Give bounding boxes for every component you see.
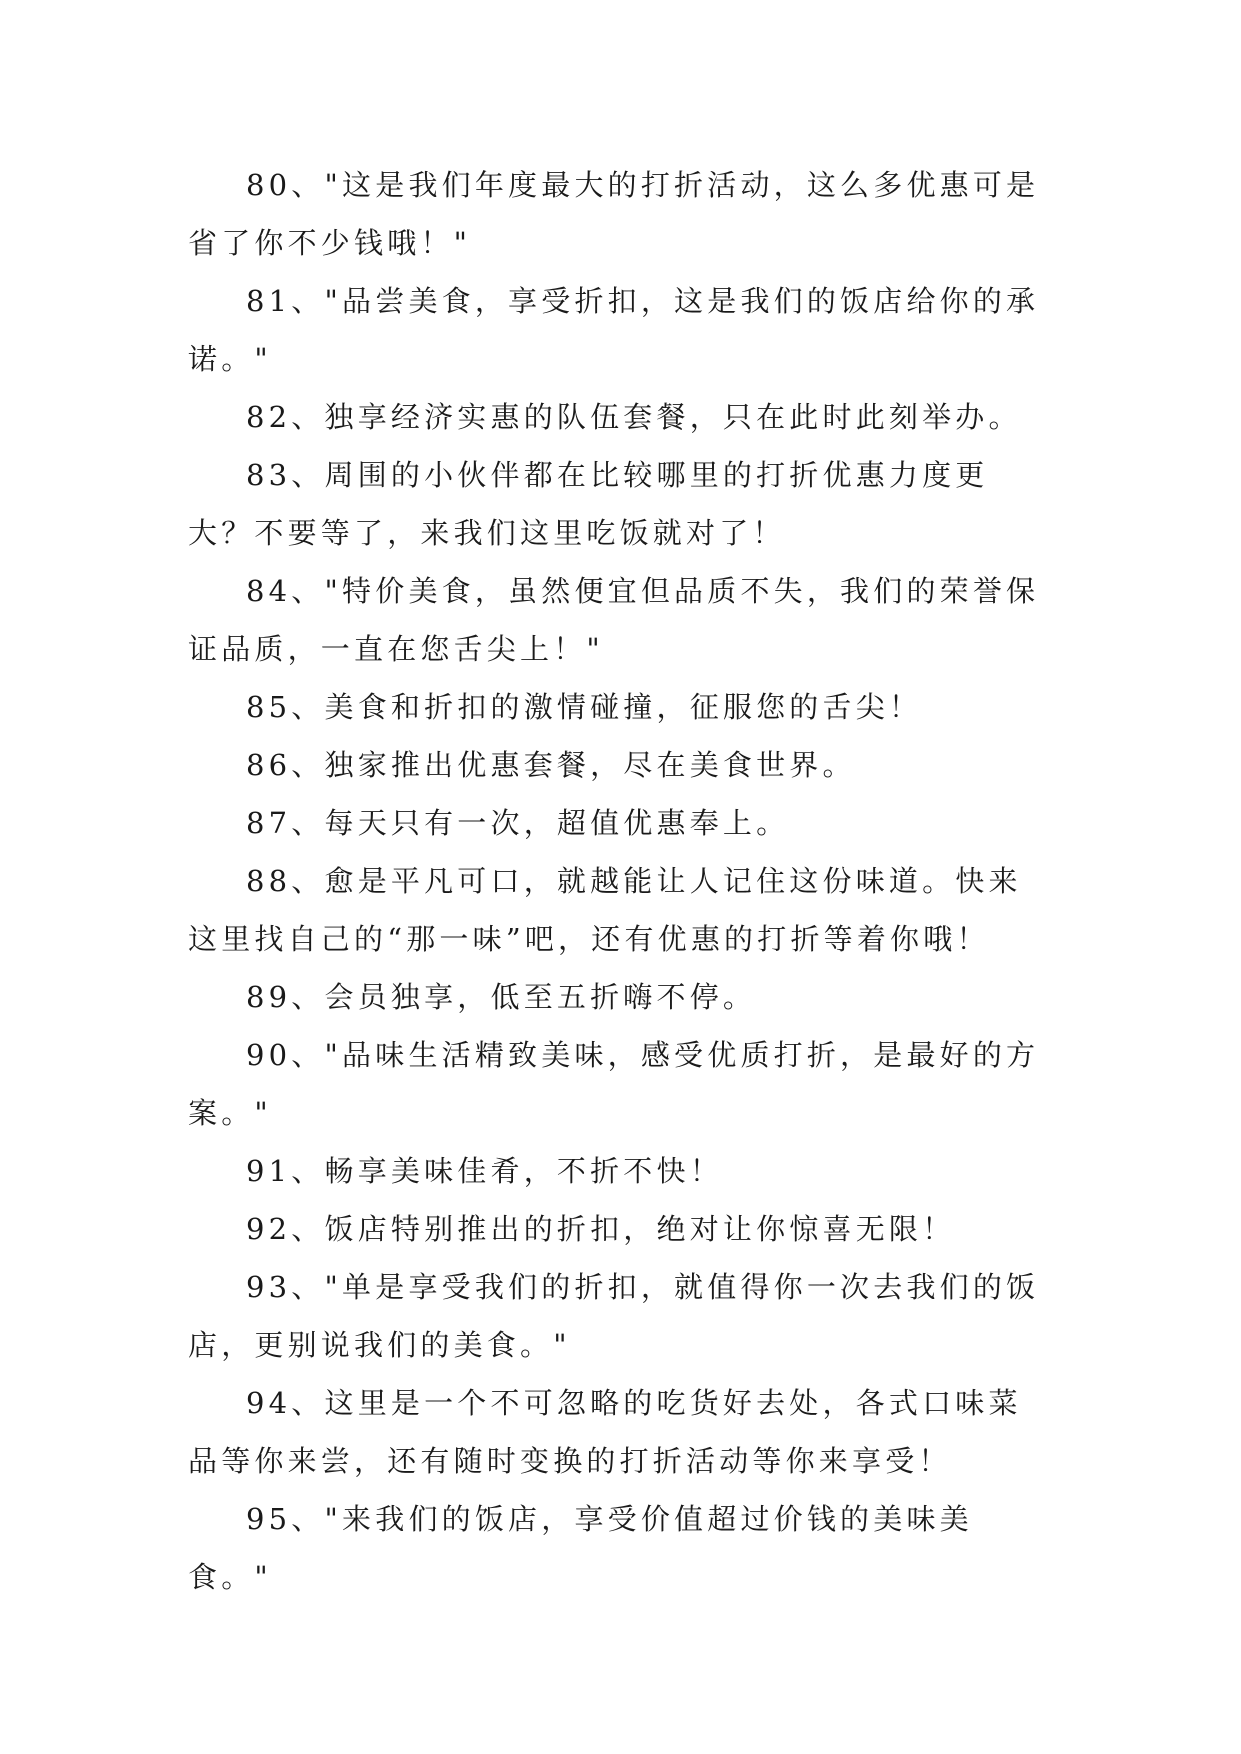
list-item: 80、"这是我们年度最大的打折活动，这么多优惠可是省了你不少钱哦！" (188, 168, 1040, 260)
list-item: 82、独享经济实惠的队伍套餐，只在此时此刻举办。 (246, 400, 1022, 434)
list-item: 88、愈是平凡可口，就越能让人记住这份味道。快来这里找自己的“那一味”吧，还有优惠的打折等着你哦！ (188, 864, 1022, 956)
list-item: 84、"特价美食，虽然便宜但品质不失，我们的荣誉保证品质，一直在您舌尖上！" (188, 574, 1040, 666)
list-item: 94、这里是一个不可忽略的吃货好去处，各式口味菜品等你来尝，还有随时变换的打折活动等你来享受！ (188, 1386, 1022, 1478)
list-item: 93、"单是享受我们的折扣，就值得你一次去我们的饭店，更别说我们的美食。" (188, 1270, 1040, 1362)
list-item: 87、每天只有一次，超值优惠奉上。 (246, 806, 790, 840)
list-item: 83、周围的小伙伴都在比较哪里的打折优惠力度更大？不要等了，来我们这里吃饭就对了！ (188, 458, 989, 550)
list-item: 85、美食和折扣的激情碰撞，征服您的舌尖！ (246, 690, 923, 724)
list-item: 92、饭店特别推出的折扣，绝对让你惊喜无限！ (246, 1212, 956, 1246)
list-item: 89、会员独享，低至五折嗨不停。 (246, 980, 757, 1014)
list-item: 81、"品尝美食，享受折扣，这是我们的饭店给你的承诺。" (188, 284, 1040, 376)
list-item: 95、"来我们的饭店，享受价值超过价钱的美味美食。" (188, 1502, 973, 1594)
list-item: 90、"品味生活精致美味，感受优质打折，是最好的方案。" (188, 1038, 1040, 1130)
list-item: 91、畅享美味佳肴，不折不快！ (246, 1154, 723, 1188)
list-item: 86、独家推出优惠套餐，尽在美食世界。 (246, 748, 856, 782)
document-page (188, 156, 1053, 1606)
